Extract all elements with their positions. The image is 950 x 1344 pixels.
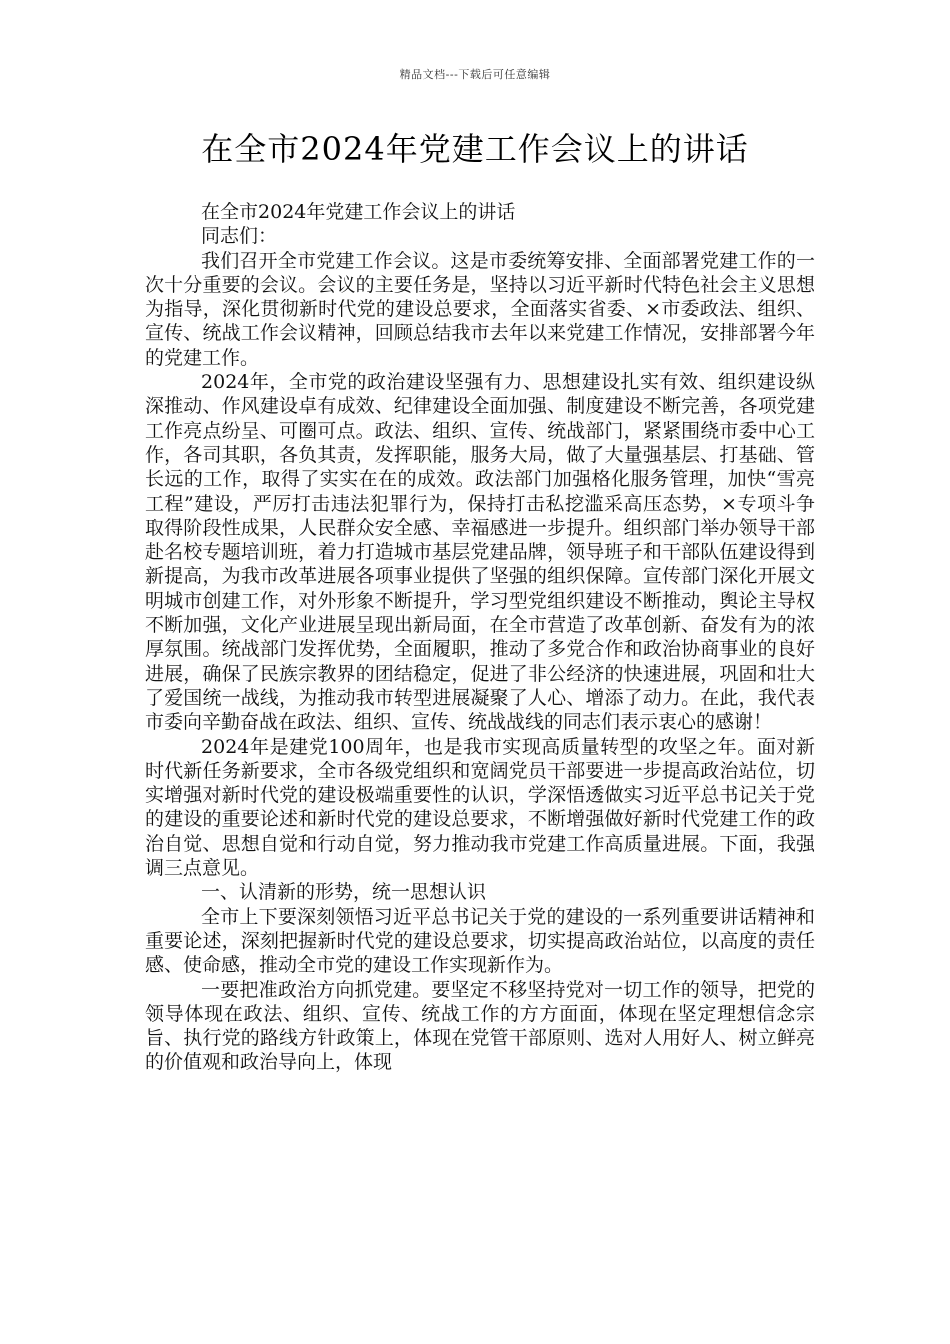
paragraph-review: 2024年，全市党的政治建设坚强有力、思想建设扎实有效、组织建设纵深推动、作风建设卓有成效、纪律建设全面加强、制度建设不断完善，各项党建工作亮点纷呈、可圈可点。政法、组织、宣传、统战部门，紧紧围绕市委中心工作，各司其职，各负其责，发挥职能，服务大局，做了大量强基层、打基础、管长远的工作，取得了实实在在的成效。政法部门加强格化服务管理，加快“雪亮工程”建设，严厉打击违法犯罪行为，保持打击私挖滥采高压态势，×专项斗争取得阶段性成果，人民群众安全感、幸福感进一步提升。组织部门举办领导干部赴名校专题培训班，着力打造城市基层党建品牌，领导班子和干部队伍建设得到新提高，为我市改革进展各项事业提供了坚强的组织保障。宣传部门深化开展文明城市创建工作，对外形象不断提升，学习型党组织建设不断推动，舆论主导权不断加强，文化产业进展呈现出新局面，在全市营造了改革创新、奋发有为的浓厚氛围。统战部门发挥优势，全面履职，推动了多党合作和政治协商事业的良好进展，确保了民族宗教界的团结稳定，促进了非公经济的快速进展，巩固和壮大了爱国统一战线，为推动我市转型进展凝聚了人心、增添了动力。在此，我代表市委向辛勤奋战在政法、组织、宣传、统战战线的同志们表示衷心的感谢！ <box>145 371 815 734</box>
section-heading-1: 一、认清新的形势，统一思想认识 <box>201 881 487 904</box>
paragraph-section-1-intro: 全市上下要深刻领悟习近平总书记关于党的建设的一系列重要讲话精神和重要论述，深刻把握新时代党的建设总要求，切实提高政治站位，以高度的责任感、使命感，推动全市党的建设工作实现新作为。 <box>145 905 815 977</box>
salutation: 同志们： <box>201 225 278 248</box>
paragraph-intro: 我们召开全市党建工作会议。这是市委统筹安排、全面部署党建工作的一次十分重要的会议。会议的主要任务是，坚持以习近平新时代特色社会主义思想为指导，深化贯彻新时代党的建设总要求，全面落实省委、×市委政法、组织、宣传、统战工作会议精神，回顾总结我市去年以来党建工作情况，安排部署今年的党建工作。 <box>145 249 815 369</box>
paragraph-point-1: 一要把准政治方向抓党建。要坚定不移坚持党对一切工作的领导，把党的领导体现在政法、组织、宣传、统战工作的方方面面，体现在坚定理想信念宗旨、执行党的路线方针政策上，体现在党管干部原则、选对人用好人、树立鲜亮的价值观和政治导向上，体现 <box>145 978 815 1074</box>
paragraph-anniversary: 2024年是建党100周年，也是我市实现高质量转型的攻坚之年。面对新时代新任务新要求，全市各级党组织和宽阔党员干部要进一步提高政治站位，切实增强对新时代党的建设极端重要性的认识，学深悟透做实习近平总书记关于党的建设的重要论述和新时代党的建设总要求，不断增强做好新时代党建工作的政治自觉、思想自觉和行动自觉，努力推动我市党建工作高质量进展。下面，我强调三点意见。 <box>145 735 815 880</box>
document-header-note: 精品文档---下载后可任意编辑 <box>399 68 551 81</box>
speech-subtitle: 在全市2024年党建工作会议上的讲话 <box>201 201 516 223</box>
document-body <box>145 200 815 1075</box>
document-title: 在全市2024年党建工作会议上的讲话 <box>201 130 749 168</box>
